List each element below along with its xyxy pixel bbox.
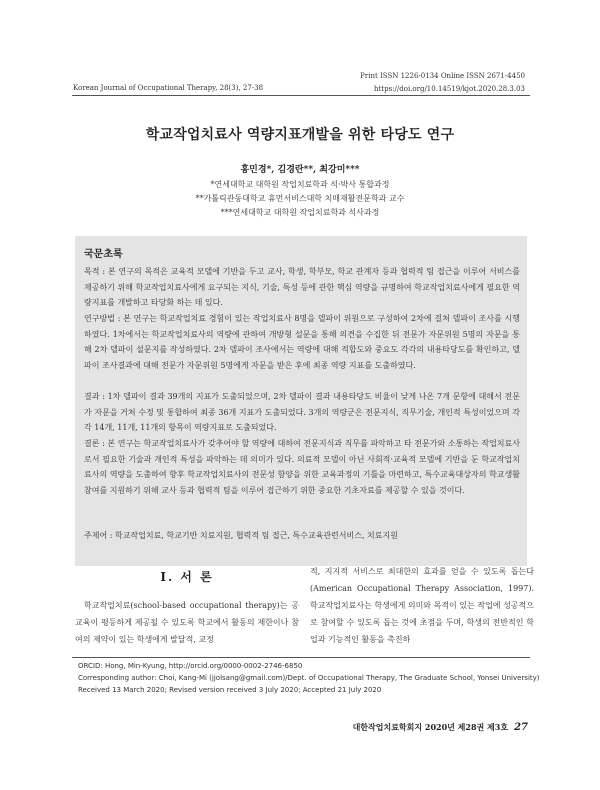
paper-title: 학교작업치료사 역량지표개발을 위한 타당도 연구 [145,127,455,143]
journal-citation: Korean Journal of Occupational Therapy, 28(3), 27-38 [73,84,264,92]
issn-text: Print ISSN 1226-0134 Online ISSN 2671-4450 [360,72,525,80]
affiliation-3: ***연세대학교 대학원 작업치료학과 석사과정 [220,208,380,217]
doi-link[interactable]: https://doi.org/10.14519/kjot.2020.28.3.03 [373,85,525,93]
intro-column-2: 적, 지지적 서비스로 최대한의 효과를 얻을 수 있도록 돕는다(American Occupational Therapy Association, 1997). 학교작업치료사는 학생에게 의미와 목적이 있는 작업에 성공적으로 참여할 수 있도록 돕는 것에 초점을 두며, 학생의 전반적인 학업과 기능적인 활동을 촉진하 [310,567,534,644]
affiliation-2: **가톨릭관동대학교 휴먼서비스대학 치매재활전문학과 교수 [195,194,405,203]
intro-column-1: 학교작업치료(school-based occupational therapy)는 공교육이 평등하게 제공될 수 있도록 학교에서 활동의 제한이나 참여의 제약이 있는 학생에게 발달적, 교정 [75,601,299,644]
footer-journal: 대한작업치료학회지 2020년 제28권 제3호 [352,722,509,732]
abstract-purpose: 목적 : 본 연구의 목적은 교육적 모델에 기반을 두고 교사, 학생, 학부모, 학교 관계자 등과 협력적 팀 접근을 이루어 서비스를 제공하기 위해 학교작업치료사에게 요구되는 지식, 기술, 특성 등에 관한 핵심 역량을 규명하여 학교작업치료사에게 필요한 역량지표를 개발하고 타당화 하는 데 있다. [84,267,520,308]
abstract-result: 결과 : 1차 델파이 결과 39개의 지표가 도출되었으며, 2차 델파이 결과 내용타당도 비율이 낮게 나온 7개 문항에 대해서 전문가 자문을 거쳐 수정 및 통합하여 최종 36개 지표가 도출되었다. 3개의 역량군은 전문지식, 직무기술, 개인적 특성이었으며 각각 14개, 11개, 11개의 항목이 역량지표로 도출되었다. [84,392,520,433]
header-rule [72,95,530,96]
corresponding-author-note: Corresponding author: Choi, Kang-Mi (jjolsang@gmail.com)/Dept. of Occupational Therapy, The Graduate School, Yonsei University) [78,674,540,682]
section-heading-intro: Ⅰ. 서 론 [160,570,214,584]
page-footer [353,722,528,733]
keywords: 주제어 : 학교작업치료, 학교기반 치료지원, 협력적 팀 접근, 특수교육관련서비스, 치료지원 [84,531,398,540]
page-number: 27 [514,722,528,733]
abstract-conclusion: 결론 : 본 연구는 학교작업치료사가 갖추어야 할 역량에 대하여 전문지식과 직무를 파악하고 타 전문가와 소통하는 작업치료사로서 필요한 기술과 개인적 특성을 파악하는 데 의미가 있다. 의료적 모델이 아닌 사회적·교육적 모델에 기반을 둔 학교작업치료사의 역량을 도출하여 향후 학교작업치료사의 전문성 함양을 위한 교육과정의 기틀을 마련하고, 특수교육대상자의 학교생활 참여를 지원하기 위해 교사 등과 협력적 팀을 이루어 접근하기 위한 중요한 기초자료를 제공할 수 있을 것이다. [84,439,520,495]
abstract-box [75,236,527,566]
orcid-note: ORCID: Hong, Min-Kyung, http://orcid.org/0000-0002-2746-6850 [78,662,303,670]
footnote-rule [72,657,530,658]
abstract-method: 연구방법 : 본 연구는 학교작업치료 경험이 있는 작업치료사 8명을 델파이 위원으로 구성하여 2차에 걸쳐 델파이 조사를 시행하였다. 1차에서는 학교작업치료사의 역량에 관하여 개방형 설문을 통해 의견을 수집한 뒤 전문가 자문위원 5명의 자문을 통해 2차 델파이 설문지를 작성하였다. 2차 델파이 조사에서는 역량에 대해 적합도와 중요도 각각의 내용타당도를 확인하고, 델파이 조사결과에 대해 전문가 자문위원 5명에게 자문을 받은 후에 최종 역량 지표를 도출하였다. [84,314,520,370]
author-list: 홍민경*, 김경란**, 최강미*** [240,165,360,175]
received-dates-note: Received 13 March 2020; Revised version received 3 July 2020; Accepted 21 July 2020 [78,686,382,694]
affiliation-1: *연세대학교 대학원 작업치료학과 석·박사 통합과정 [210,180,390,189]
abstract-heading: 국문초록 [84,249,123,260]
issn-doi-block [360,70,525,96]
